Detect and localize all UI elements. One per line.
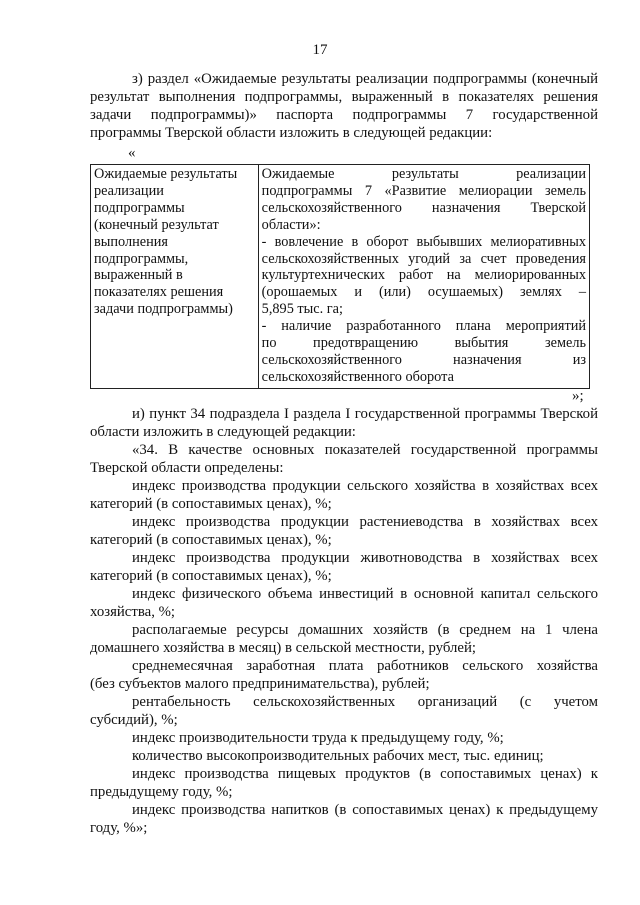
- cell-line: сельскохозяйственного оборота: [261, 368, 454, 385]
- table-cell-value: [258, 165, 589, 389]
- indicator-line: индекс производства продукции сельского хозяйства в хозяйствах всех: [132, 478, 598, 494]
- cell-line: по предотвращению выбытия земель: [261, 335, 586, 352]
- indicator-line: году, %»;: [90, 820, 148, 836]
- table-row: [91, 165, 590, 389]
- indicator-line: индекс производства продукции растениеводства в хозяйствах всех: [132, 514, 598, 530]
- indicator-line: рентабельность сельскохозяйственных организаций (с учетом: [132, 694, 598, 710]
- cell-line: Ожидаемые результаты: [94, 166, 238, 182]
- cell-line: (конечный результат: [94, 216, 219, 233]
- indicator-line: категорий (в сопоставимых ценах), %;: [90, 496, 332, 512]
- page-number: 17: [312, 42, 328, 58]
- cell-line: задачи подпрограммы): [94, 301, 233, 318]
- open-quote: «: [128, 145, 136, 161]
- cell-line: Ожидаемые результаты реализации: [261, 166, 586, 182]
- table-cell-label: [91, 165, 259, 389]
- indicator-line: индекс производства напитков (в сопоставимых ценах) к предыдущему: [132, 802, 598, 818]
- section-line: Тверской области определены:: [90, 460, 284, 476]
- results-table: [90, 164, 590, 389]
- indicator-line: хозяйства, %;: [90, 604, 176, 620]
- cell-line: - вовлечение в оборот выбывших мелиоративных: [261, 233, 586, 250]
- section-line: «34. В качестве основных показателей государственной программы: [132, 442, 598, 458]
- cell-line: сельскохозяйственного назначения Тверской: [261, 199, 586, 216]
- section-line: области изложить в следующей редакции:: [90, 424, 356, 440]
- cell-line: подпрограммы: [94, 199, 185, 216]
- cell-line: сельскохозяйственных угодий за счет проведения: [261, 250, 586, 267]
- cell-line: подпрограммы 7 «Развитие мелиорации земель: [261, 182, 586, 199]
- intro-line: з) раздел «Ожидаемые результаты реализации подпрограммы (конечный: [132, 71, 598, 87]
- indicator-line: индекс производительности труда к предыдущему году, %;: [132, 730, 504, 746]
- cell-line: подпрограммы,: [94, 250, 189, 267]
- cell-line: реализации: [94, 182, 164, 199]
- indicator-line: предыдущему году, %;: [90, 784, 233, 800]
- cell-line: показателях решения: [94, 284, 224, 301]
- indicator-line: среднемесячная заработная плата работников сельского хозяйства: [132, 658, 598, 674]
- indicator-line: категорий (в сопоставимых ценах), %;: [90, 532, 332, 548]
- intro-line: программы Тверской области изложить в следующей редакции:: [90, 125, 493, 141]
- indicator-line: количество высокопроизводительных рабочих мест, тыс. единиц;: [132, 748, 544, 764]
- indicator-line: (без субъектов малого предпринимательства), рублей;: [90, 676, 430, 692]
- cell-line: области»:: [261, 216, 321, 233]
- indicator-line: индекс производства пищевых продуктов (в сопоставимых ценах) к: [132, 766, 598, 782]
- indicator-line: субсидий), %;: [90, 712, 178, 728]
- intro-line: задачи подпрограммы)» паспорта подпрограммы 7 государственной: [90, 107, 598, 123]
- indicator-line: индекс физического объема инвестиций в основной капитал сельского: [132, 586, 598, 602]
- close-quote: »;: [572, 388, 584, 404]
- intro-line: результат выполнения подпрограммы, выраженный в показателях решения: [90, 89, 598, 105]
- cell-line: выраженный в: [94, 267, 183, 284]
- indicator-line: категорий (в сопоставимых ценах), %;: [90, 568, 332, 584]
- cell-line: - наличие разработанного плана мероприятий: [261, 318, 586, 335]
- cell-line: культуртехнических работ на мелиорированных: [261, 267, 586, 284]
- indicator-line: индекс производства продукции животноводства в хозяйствах всех: [132, 550, 598, 566]
- cell-line: выполнения: [94, 233, 168, 250]
- section-line: и) пункт 34 подраздела I раздела I государственной программы Тверской: [132, 406, 598, 422]
- indicator-line: домашнего хозяйства в месяц) в сельской местности, рублей;: [90, 640, 477, 656]
- cell-line: 5,895 тыс. га;: [261, 301, 343, 318]
- cell-line: (орошаемых и (или) осушаемых) землях –: [261, 284, 586, 301]
- cell-line: сельскохозяйственного назначения из: [261, 351, 586, 368]
- indicator-line: располагаемые ресурсы домашних хозяйств (в среднем на 1 члена: [132, 622, 598, 638]
